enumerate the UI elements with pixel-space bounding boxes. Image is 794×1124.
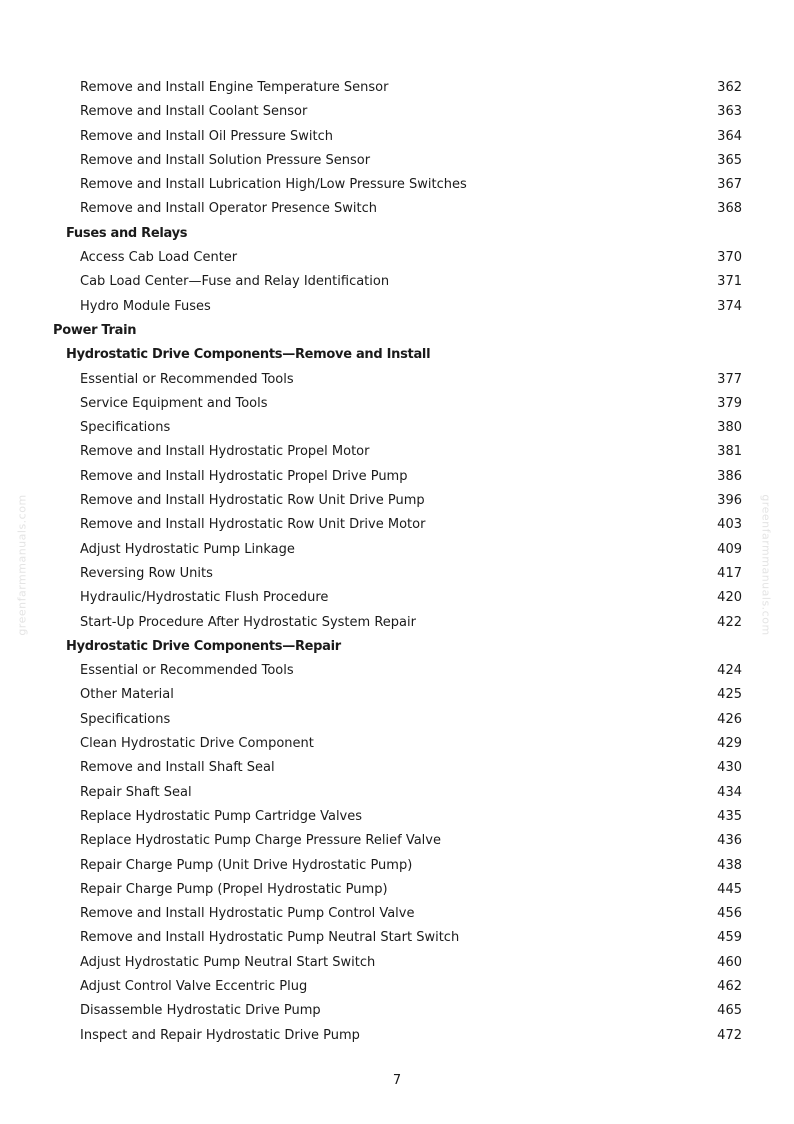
toc-entry-page: 364 [717, 128, 742, 144]
toc-entry-title: Access Cab Load Center [80, 250, 238, 266]
toc-entry-page: 374 [717, 298, 742, 314]
toc-entry-title: Replace Hydrostatic Pump Charge Pressure Relief Valve [80, 833, 441, 849]
toc-entry[interactable] [0, 999, 794, 1023]
toc-entry[interactable] [0, 270, 794, 294]
toc-entry[interactable] [0, 951, 794, 975]
toc-entry-title: Repair Charge Pump (Unit Drive Hydrostatic Pump) [80, 857, 413, 873]
toc-entry-page: 460 [717, 954, 742, 970]
toc-entry-title: Remove and Install Lubrication High/Low Pressure Switches [80, 177, 467, 193]
toc-entry[interactable] [0, 392, 794, 416]
toc-entry[interactable] [0, 538, 794, 562]
toc-entry-page: 409 [717, 541, 742, 557]
toc-entry-title: Essential or Recommended Tools [80, 371, 294, 387]
watermark-left: greenfarmmanuals.com [15, 494, 29, 636]
toc-entry-page: 403 [717, 517, 742, 533]
toc-entry-page: 462 [717, 978, 742, 994]
toc-entry[interactable] [0, 489, 794, 513]
toc-entry[interactable] [0, 416, 794, 440]
toc-entry-title: Remove and Install Hydrostatic Propel Motor [80, 444, 370, 460]
toc-entry[interactable] [0, 197, 794, 221]
toc-entry-page: 370 [717, 250, 742, 266]
toc-entry[interactable] [0, 173, 794, 197]
toc-entry-page: 367 [717, 177, 742, 193]
toc-section-heading[interactable] [0, 343, 794, 367]
toc-entry-title: Inspect and Repair Hydrostatic Drive Pump [80, 1027, 360, 1043]
toc-entry-title: Remove and Install Hydrostatic Pump Neutral Start Switch [80, 930, 460, 946]
toc-entry-page: 363 [717, 104, 742, 120]
toc-entry[interactable] [0, 781, 794, 805]
toc-entry-page: 362 [717, 80, 742, 95]
toc-entry[interactable] [0, 246, 794, 270]
toc-entry-page: 425 [717, 687, 742, 703]
toc-entry-title: Cab Load Center—Fuse and Relay Identification [80, 274, 390, 290]
toc-entry-title: Adjust Hydrostatic Pump Neutral Start Switch [80, 954, 376, 970]
toc-entry-title: Disassemble Hydrostatic Drive Pump [80, 1003, 321, 1019]
toc-entry[interactable] [0, 805, 794, 829]
toc-entry[interactable] [0, 1024, 794, 1048]
toc-entry-page: 445 [717, 881, 742, 897]
toc-entry-page: 456 [717, 906, 742, 922]
page-number: 7 [392, 1073, 402, 1088]
toc-entry-title: Remove and Install Hydrostatic Row Unit Drive Motor [80, 517, 426, 533]
toc-entry-page: 422 [717, 614, 742, 630]
toc-entry-page: 424 [717, 663, 742, 679]
watermark-right: greenfarmmanuals.com [759, 494, 773, 636]
toc-entry[interactable] [0, 368, 794, 392]
table-of-contents [0, 76, 794, 1048]
toc-entry[interactable] [0, 611, 794, 635]
toc-entry-title: Repair Charge Pump (Propel Hydrostatic Pump) [80, 881, 388, 897]
toc-entry-title: Remove and Install Operator Presence Switch [80, 201, 378, 217]
toc-entry-page: 420 [717, 590, 742, 606]
toc-entry-title: Hydraulic/Hydrostatic Flush Procedure [80, 590, 329, 606]
toc-entry-page: 365 [717, 152, 742, 168]
toc-entry-title: Reversing Row Units [80, 565, 213, 581]
toc-entry-title: Adjust Hydrostatic Pump Linkage [80, 541, 295, 557]
toc-entry[interactable] [0, 586, 794, 610]
toc-entry[interactable] [0, 125, 794, 149]
toc-entry-page: 368 [717, 201, 742, 217]
toc-entry-title: Power Train [53, 322, 137, 338]
toc-entry-page: 430 [717, 760, 742, 776]
toc-entry-page: 417 [717, 565, 742, 581]
toc-entry[interactable] [0, 659, 794, 683]
toc-entry[interactable] [0, 440, 794, 464]
toc-entry-title: Hydro Module Fuses [80, 298, 211, 314]
toc-entry[interactable] [0, 295, 794, 319]
toc-section-heading[interactable] [0, 222, 794, 246]
toc-entry-page: 434 [717, 784, 742, 800]
toc-entry[interactable] [0, 513, 794, 537]
toc-section-heading[interactable] [0, 319, 794, 343]
toc-entry[interactable] [0, 100, 794, 124]
toc-entry-title: Other Material [80, 687, 174, 703]
toc-entry[interactable] [0, 562, 794, 586]
toc-entry-title: Remove and Install Coolant Sensor [80, 104, 308, 120]
toc-entry-title: Fuses and Relays [66, 225, 188, 241]
toc-entry-title: Hydrostatic Drive Components—Remove and Install [66, 347, 431, 363]
toc-entry[interactable] [0, 76, 794, 100]
toc-entry-page: 371 [717, 274, 742, 290]
toc-entry-title: Remove and Install Solution Pressure Sensor [80, 152, 371, 168]
toc-entry-title: Remove and Install Shaft Seal [80, 760, 275, 776]
toc-entry-page: 465 [717, 1003, 742, 1019]
toc-entry-page: 438 [717, 857, 742, 873]
toc-entry[interactable] [0, 829, 794, 853]
toc-entry-title: Essential or Recommended Tools [80, 663, 294, 679]
toc-entry[interactable] [0, 465, 794, 489]
toc-entry-title: Start-Up Procedure After Hydrostatic System Repair [80, 614, 416, 630]
toc-entry-title: Specifications [80, 420, 171, 436]
toc-entry-title: Specifications [80, 711, 171, 727]
toc-entry-page: 381 [717, 444, 742, 460]
toc-entry-page: 435 [717, 808, 742, 824]
toc-entry[interactable] [0, 683, 794, 707]
toc-entry-title: Hydrostatic Drive Components—Repair [66, 638, 341, 654]
toc-entry[interactable] [0, 878, 794, 902]
toc-entry-title: Remove and Install Hydrostatic Propel Drive Pump [80, 468, 408, 484]
toc-entry-page: 472 [717, 1027, 742, 1043]
toc-entry-title: Adjust Control Valve Eccentric Plug [80, 978, 308, 994]
toc-entry-title: Remove and Install Hydrostatic Pump Control Valve [80, 906, 415, 922]
toc-entry-page: 377 [717, 371, 742, 387]
toc-entry[interactable] [0, 902, 794, 926]
toc-entry[interactable] [0, 756, 794, 780]
toc-entry-title: Clean Hydrostatic Drive Component [80, 736, 314, 752]
toc-entry-page: 436 [717, 833, 742, 849]
toc-entry-page: 426 [717, 711, 742, 727]
toc-entry-page: 459 [717, 930, 742, 946]
toc-entry[interactable] [0, 854, 794, 878]
toc-entry[interactable] [0, 926, 794, 950]
toc-entry-page: 396 [717, 493, 742, 509]
toc-entry[interactable] [0, 149, 794, 173]
toc-entry-title: Remove and Install Oil Pressure Switch [80, 128, 333, 144]
toc-entry-page: 429 [717, 736, 742, 752]
toc-entry-title: Remove and Install Hydrostatic Row Unit Drive Pump [80, 493, 425, 509]
toc-entry-page: 386 [717, 468, 742, 484]
toc-entry[interactable] [0, 975, 794, 999]
toc-entry-title: Service Equipment and Tools [80, 395, 268, 411]
toc-entry-title: Remove and Install Engine Temperature Sensor [80, 80, 389, 95]
toc-entry[interactable] [0, 708, 794, 732]
toc-entry-title: Repair Shaft Seal [80, 784, 192, 800]
toc-entry-title: Replace Hydrostatic Pump Cartridge Valves [80, 808, 363, 824]
toc-entry-page: 380 [717, 420, 742, 436]
toc-section-heading[interactable] [0, 635, 794, 659]
toc-entry[interactable] [0, 732, 794, 756]
toc-entry-page: 379 [717, 395, 742, 411]
